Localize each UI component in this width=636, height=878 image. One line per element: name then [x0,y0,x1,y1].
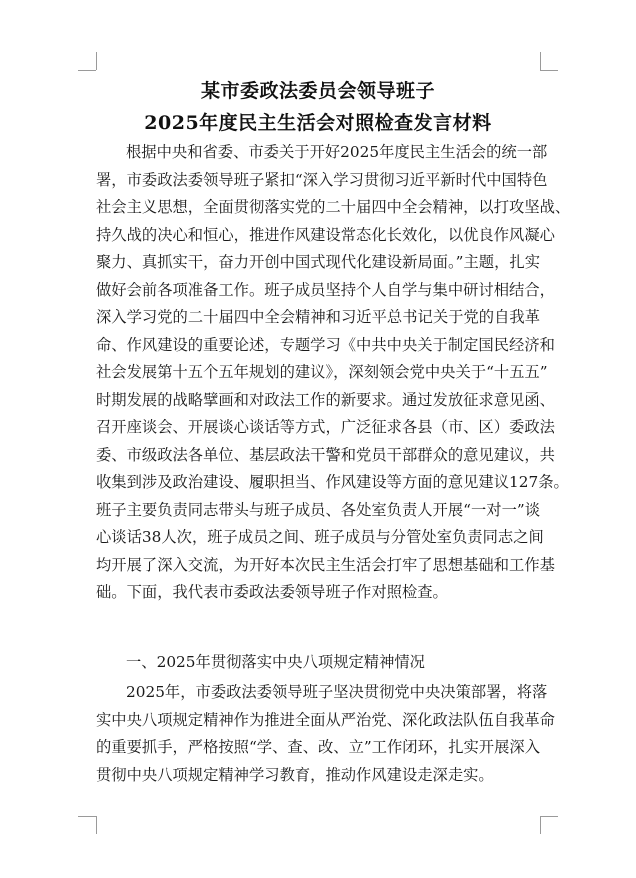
paragraph-line: 班子主要负责同志带头与班子成员、各处室负责人开展“一对一”谈 [96,500,540,519]
paragraph-line: 署，市委政法委领导班子紧扣“深入学习贯彻习近平新时代中国特色 [96,170,548,189]
document-title-line-2: 2025年度民主生活会对照检查发言材料 [144,112,492,134]
paragraph-line: 础。下面，我代表市委政法委领导班子作对照检查。 [96,583,448,601]
paragraph-line: 召开座谈会、开展谈心谈话等方式，广泛征求各县（市、区）委政法 [96,418,555,436]
paragraph-line: 命、作风建设的重要论述，专题学习《中共中央关于制定国民经济和 [96,335,555,354]
paragraph-line: 聚力、真抓实干，奋力开创中国式现代化建设新局面。”主题，扎实 [96,253,540,271]
paragraph-line: 社会发展第十五个五年规划的建议》，深刻领会党中央关于“十五五” [96,363,548,381]
paragraph-line: 根据中央和省委、市委关于开好2025年度民主生活会的统一部 [126,143,548,161]
crop-mark-bottom-left-v [96,816,97,834]
paragraph-line: 心谈话38人次，班子成员之间、班子成员与分管处室负责同志之间 [96,528,544,546]
paragraph-line: 收集到涉及政治建设、履职担当、作风建设等方面的意见建议127条。 [96,473,569,491]
crop-mark-top-right-h [540,70,558,71]
crop-mark-top-right-v [540,52,541,70]
paragraph-line: 委、市级政法各单位、基层政法干警和党员干部群众的意见建议，共 [96,445,555,464]
paragraph-1 [96,139,571,607]
paragraph-line: 时期发展的战略擘画和对政法工作的新要求。通过发放征求意见函、 [96,390,555,409]
paragraph-line: 做好会前各项准备工作。班子成员坚持个人自学与集中研讨相结合， [96,280,555,299]
crop-mark-bottom-left-h [78,816,96,817]
paragraph-line: 深入学习党的二十届四中全会精神和习近平总书记关于党的自我革 [96,308,540,326]
section-heading-1 [96,649,540,677]
paragraph-line: 实中央八项规定精神作为推进全面从严治党、深化政法队伍自我革命 [96,710,555,729]
paragraph-line: 贯彻中央八项规定精神学习教育，推动作风建设走深走实。 [96,765,494,784]
document-title-line-1: 某市委政法委员会领导班子 [200,80,435,102]
crop-mark-bottom-right-h [540,816,558,817]
paragraph-line: 均开展了深入交流，为开好本次民主生活会打牢了思想基础和工作基 [96,555,555,574]
paragraph-line: 的重要抓手，严格按照“学、查、改、立”工作闭环，扎实开展深入 [96,738,540,756]
crop-mark-top-left-v [96,52,97,70]
paragraph-line: 持久战的决心和恒心，推进作风建设常态化长效化，以优良作风凝心 [96,225,555,244]
section-heading-text: 一、2025年贯彻落实中央八项规定精神情况 [126,653,425,671]
crop-mark-bottom-right-v [540,816,541,834]
paragraph-line: 2025年，市委政法委领导班子坚决贯彻党中央决策部署，将落 [126,683,548,701]
paragraph-2 [96,679,555,789]
paragraph-line: 社会主义思想，全面贯彻落实党的二十届四中全会精神，以打攻坚战、 [96,198,571,216]
crop-mark-top-left-h [78,70,96,71]
